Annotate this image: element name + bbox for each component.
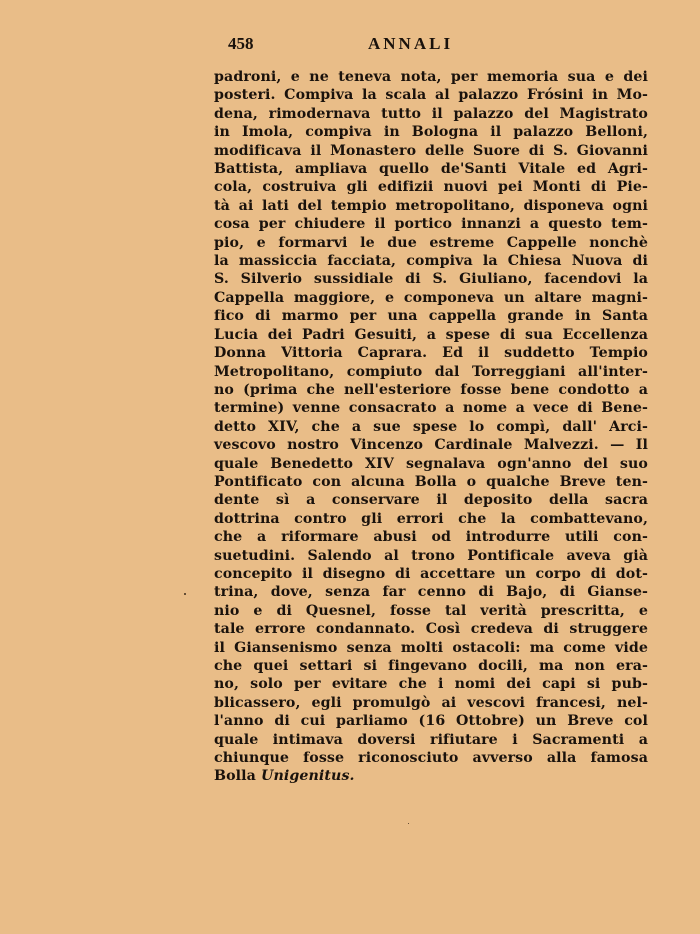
text-line: tale errore condannato. Così credeva di struggere xyxy=(214,621,648,638)
text-line: posteri. Compiva la scala al palazzo Frósini in Mo- xyxy=(214,87,648,104)
italic-title-unigenitus: Unigenitus. xyxy=(260,768,355,785)
text-line: quale intimava doversi rifiutare i Sacramenti a xyxy=(214,731,648,748)
text-line: chiunque fosse riconosciuto avverso alla famosa xyxy=(214,750,648,767)
text-line: il Giansenismo senza molti ostacoli: ma come vide xyxy=(214,639,648,656)
text-line: vescovo nostro Vincenzo Cardinale Malvezzi. — Il xyxy=(214,437,648,454)
text-line: cola, costruiva gli edifizii nuovi pei Monti di Pie- xyxy=(214,179,648,196)
text-line: modificava il Monastero delle Suore di S. Giovanni xyxy=(214,142,648,159)
text-line: dena, rimodernava tutto il palazzo del Magistrato xyxy=(214,105,648,122)
text-line: nio e di Quesnel, fosse tal verità prescritta, e xyxy=(214,602,648,619)
text-line: concepito il disegno di accettare un corpo di dot- xyxy=(214,565,648,582)
text-line: quale Benedetto XIV segnalava ogn'anno del suo xyxy=(214,455,648,472)
text-line: dottrina contro gli errori che la combattevano, xyxy=(214,510,648,527)
text-line: trina, dove, senza far cenno di Bajo, di Gianse- xyxy=(214,584,648,601)
text-line-final xyxy=(214,767,648,785)
body-text xyxy=(214,68,648,786)
text-line: no (prima che nell'esteriore fosse bene condotto a xyxy=(214,381,648,398)
text-line: detto XIV, che a sue spese lo compì, dall' Arci- xyxy=(214,418,648,435)
text-line: Metropolitano, compiuto dal Torreggiani all'inter- xyxy=(214,363,648,380)
text-line: pio, e formarvi le due estreme Cappelle nonchè xyxy=(214,234,648,251)
final-line-prefix: Bolla xyxy=(214,768,261,785)
text-line: dente sì a conservare il deposito della sacra xyxy=(214,492,648,509)
print-speck xyxy=(184,593,186,595)
running-title: ANNALI xyxy=(368,34,454,53)
text-line: Battista, ampliava quello de'Santi Vitale ed Agri- xyxy=(214,161,648,178)
text-line: fico di marmo per una cappella grande in Santa xyxy=(214,308,648,325)
page-header xyxy=(228,34,648,56)
print-speck xyxy=(408,823,409,824)
text-line: Cappella maggiore, e componeva un altare magni- xyxy=(214,289,648,306)
text-line: tà ai lati del tempio metropolitano, disponeva ogni xyxy=(214,197,648,214)
text-line: Donna Vittoria Caprara. Ed il suddetto Tempio xyxy=(214,345,648,362)
text-line: che a riformare abusi od introdurre utili con- xyxy=(214,529,648,546)
text-line: termine) venne consacrato a nome a vece di Bene- xyxy=(214,400,648,417)
text-line: che quei settari si fingevano docili, ma non era- xyxy=(214,658,648,674)
text-line: suetudini. Salendo al trono Pontificale aveva già xyxy=(214,547,648,564)
text-line: blicassero, egli promulgò ai vescovi francesi, nel- xyxy=(214,694,648,711)
text-line: in Imola, compiva in Bologna il palazzo Belloni, xyxy=(214,124,648,141)
text-line: no, solo per evitare che i nomi dei capi si pub- xyxy=(214,676,648,693)
text-line: la massiccia facciata, compiva la Chiesa Nuova di xyxy=(214,253,648,270)
text-line: S. Silverio sussidiale di S. Giuliano, facendovi la xyxy=(214,271,648,288)
text-line: l'anno di cui parliamo (16 Ottobre) un Breve col xyxy=(214,713,648,730)
page-number: 458 xyxy=(228,34,254,53)
text-line: Lucia dei Padri Gesuiti, a spese di sua Eccellenza xyxy=(214,326,648,343)
text-line: Pontificato con alcuna Bolla o qualche Breve ten- xyxy=(214,473,648,490)
text-line: padroni, e ne teneva nota, per memoria sua e dei xyxy=(214,69,648,85)
text-line: cosa per chiudere il portico innanzi a questo tem- xyxy=(214,216,648,233)
